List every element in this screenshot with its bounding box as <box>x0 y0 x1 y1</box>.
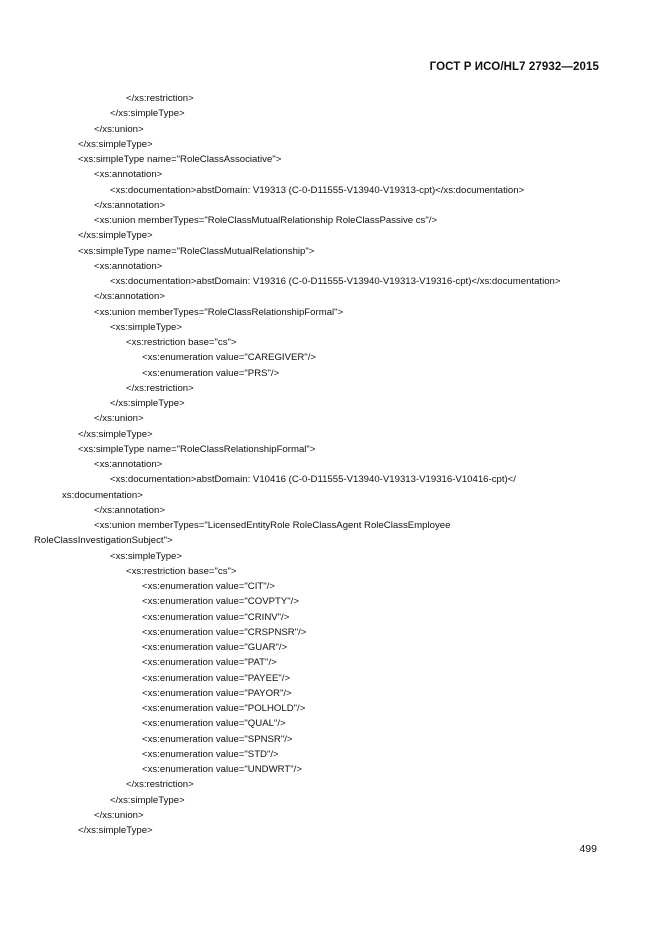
code-line: <xs:enumeration value="CRSPNSR"/> <box>142 626 307 638</box>
code-line: <xs:enumeration value="PAT"/> <box>142 657 277 669</box>
code-line: <xs:simpleType name="RoleClassAssociative"> <box>78 154 282 165</box>
code-line: </xs:simpleType> <box>110 108 185 120</box>
code-line: <xs:enumeration value="PAYEE"/> <box>142 672 291 684</box>
code-line: <xs:enumeration value="UNDWRT"/> <box>142 764 302 775</box>
code-line: <xs:enumeration value="PRS"/> <box>142 367 280 379</box>
code-line: <xs:enumeration value="QUAL"/> <box>142 718 286 730</box>
code-line: <xs:simpleType name="RoleClassMutualRelationship"> <box>78 245 315 257</box>
code-line: </xs:union> <box>94 123 144 135</box>
code-line: <xs:restriction base="cs"> <box>126 337 237 348</box>
code-line: <xs:annotation> <box>94 459 163 470</box>
code-line: <xs:enumeration value="COVPTY"/> <box>142 596 299 608</box>
code-line: </xs:restriction> <box>126 382 194 394</box>
code-line: </xs:restriction> <box>126 779 194 791</box>
document-header: ГОСТ Р ИСО/HL7 27932—2015 <box>429 61 599 73</box>
code-line: <xs:enumeration value="GUAR"/> <box>142 642 288 653</box>
code-line: <xs:simpleType> <box>110 321 182 333</box>
code-line: </xs:simpleType> <box>110 398 185 409</box>
code-line: </xs:union> <box>94 413 144 425</box>
code-line: <xs:documentation>abstDomain: V19316 (C-0-D11555-V13940-V19313-V19316-cpt)</xs:documentation> <box>110 276 561 287</box>
code-line: <xs:annotation> <box>94 260 163 272</box>
code-line: <xs:enumeration value="CRINV"/> <box>142 611 290 623</box>
code-line: <xs:union memberTypes="RoleClassMutualRelationship RoleClassPassive cs"/> <box>94 215 438 226</box>
code-line: </xs:annotation> <box>94 504 165 516</box>
code-line: <xs:annotation> <box>94 169 163 181</box>
code-line: <xs:enumeration value="CAREGIVER"/> <box>142 352 316 364</box>
code-line: <xs:documentation>abstDomain: V10416 (C-0-D11555-V13940-V19313-V19316-V10416-cpt)</ <box>110 474 516 486</box>
code-line: RoleClassInvestigationSubject"> <box>34 535 173 547</box>
code-line: <xs:enumeration value="SPNSR"/> <box>142 733 293 745</box>
code-line: <xs:enumeration value="STD"/> <box>142 748 279 760</box>
code-line: <xs:simpleType name="RoleClassRelationshipFormal"> <box>78 443 316 455</box>
code-line: </xs:simpleType> <box>78 230 153 242</box>
code-line: </xs:annotation> <box>94 291 165 303</box>
code-line: </xs:union> <box>94 809 144 821</box>
code-line: </xs:annotation> <box>94 199 165 211</box>
code-line: <xs:enumeration value="CIT"/> <box>142 581 275 592</box>
page-number: 499 <box>579 843 597 855</box>
code-line: <xs:documentation>abstDomain: V19313 (C-0-D11555-V13940-V19313-cpt)</xs:documentation> <box>110 184 525 196</box>
code-line: <xs:enumeration value="PAYOR"/> <box>142 687 292 699</box>
code-line: <xs:enumeration value="POLHOLD"/> <box>142 703 306 714</box>
code-line: </xs:simpleType> <box>110 794 185 806</box>
code-line: </xs:simpleType> <box>78 428 153 440</box>
code-line: <xs:union memberTypes="LicensedEntityRole RoleClassAgent RoleClassEmployee <box>94 520 451 531</box>
code-line: <xs:union memberTypes="RoleClassRelationshipFormal"> <box>94 306 344 318</box>
code-line: <xs:simpleType> <box>110 550 182 562</box>
code-line: </xs:simpleType> <box>78 138 153 150</box>
code-line: </xs:simpleType> <box>78 825 153 836</box>
code-line: <xs:restriction base="cs"> <box>126 565 237 577</box>
code-line: </xs:restriction> <box>126 93 194 104</box>
code-line: xs:documentation> <box>62 489 143 501</box>
